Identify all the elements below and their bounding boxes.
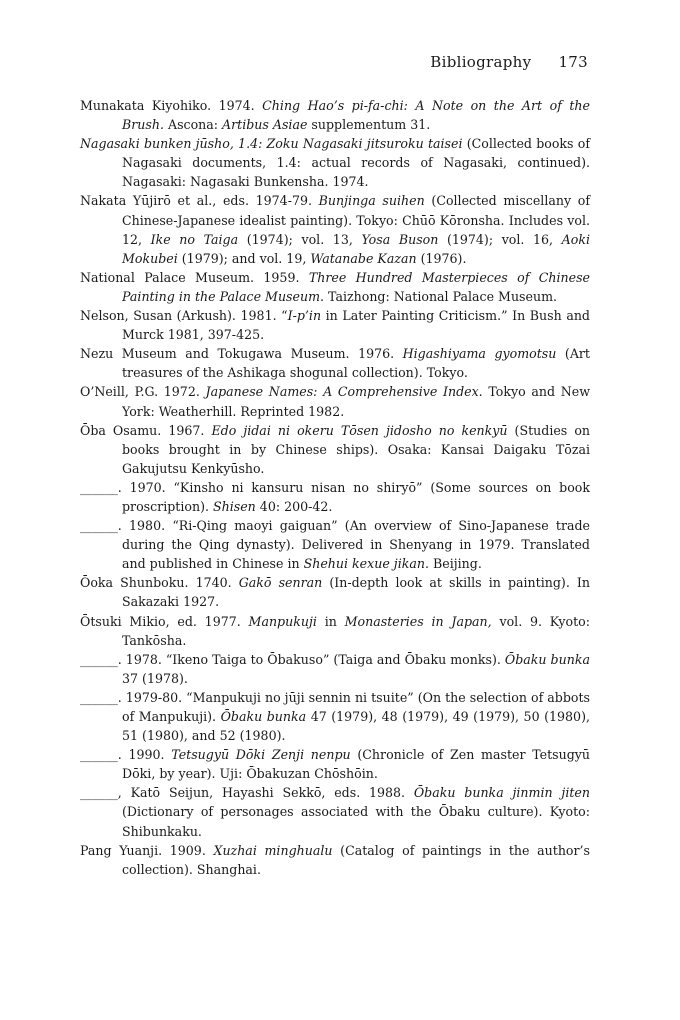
bibliography-entry: Nelson, Susan (Arkush). 1981. “I-p’in in Later Painting Criticism.” In Bush and Murck 1981, 397-425. — [80, 308, 590, 343]
bibliography-entry: Ōba Osamu. 1967. Edo jidai ni okeru Tōsen jidosho no kenkyū (Studies on books brought in by Chinese ships). Osaka: Kansai Daigaku Tōzai Gakujutsu Kenkyūsho. — [80, 422, 591, 476]
bibliography-entry: Ōtsuki Mikio, ed. 1977. Manpukuji in Monasteries in Japan, vol. 9. Kyoto: Tankōsha. — [80, 613, 590, 648]
running-head — [430, 53, 588, 71]
bibliography-entry: Ōoka Shunboku. 1740. Gakō senran (In-depth look at skills in painting). In Sakazaki 1927. — [80, 575, 591, 610]
bibliography-entry: Pang Yuanji. 1909. Xuzhai minghualu (Catalog of paintings in the author’s collection). Shanghai. — [80, 842, 591, 877]
page-number: 173 — [558, 53, 588, 71]
bibliography-entry: ______. 1970. “Kinsho ni kansuru nisan no shiryō” (Some sources on book proscription). Shisen 40: 200-42. — [80, 479, 590, 514]
bibliography-entry: ______. 1978. “Ikeno Taiga to Ōbakuso” (Taiga and Ōbaku monks). Ōbaku bunka 37 (1978). — [80, 651, 590, 686]
bibliography-entry: ______. 1990. Tetsugyū Dōki Zenji nenpu (Chronicle of Zen master Tetsugyū Dōki, by year). Uji: Ōbakuzan Chōshōin. — [80, 747, 590, 782]
bibliography-entry: ______. 1979-80. “Manpukuji no jūji sennin ni tsuite” (On the selection of abbots of Manpukuji). Ōbaku bunka 47 (1979), 48 (1979), 49 (1979), 50 (1980), 51 (1980), and 52 (1980). — [80, 689, 590, 744]
bibliography-entry: ______, Katō Seijun, Hayashi Sekkō, eds. 1988. Ōbaku bunka jinmin jiten (Dictionary of personages associated with the Ōbaku culture). Kyoto: Shibunkaku. — [80, 785, 590, 839]
running-head-title: Bibliography — [430, 53, 532, 71]
bibliography-entry: Nakata Yūjirō et al., eds. 1974-79. Bunjinga suihen (Collected miscellany of Chinese-Japanese idealist painting). Tokyo: Chūō Kōronsha. Includes vol. 12, Ike no Taiga (1974); vol. 13, Yosa Buson (1974); vol. 16, Aoki Mokubei (1979); and vol. 19, Watanabe Kazan (1976). — [80, 193, 591, 266]
bibliography-entry: Nezu Museum and Tokugawa Museum. 1976. Higashiyama gyomotsu (Art treasures of the Ashikaga shogunal collection). Tokyo. — [80, 346, 590, 381]
bibliography-entry: Nagasaki bunken jūsho, 1.4: Zoku Nagasaki jitsuroku taisei (Collected books of Nagasaki documents, 1.4: actual records of Nagasaki, continued). Nagasaki: Nagasaki Bunkensha. 1974. — [80, 136, 590, 190]
bibliography-entries — [80, 96, 590, 879]
bibliography-entry: National Palace Museum. 1959. Three Hundred Masterpieces of Chinese Painting in the Palace Museum. Taizhong: National Palace Museum. — [80, 269, 590, 304]
bibliography-entry: O’Neill, P.G. 1972. Japanese Names: A Comprehensive Index. Tokyo and New York: Weatherhill. Reprinted 1982. — [80, 384, 590, 419]
bibliography-entry: Munakata Kiyohiko. 1974. Ching Hao’s pi-fa-chi: A Note on the Art of the Brush. Ascona: Artibus Asiae supplementum 31. — [80, 98, 590, 133]
bibliography-entry: ______. 1980. “Ri-Qing maoyi gaiguan” (An overview of Sino-Japanese trade during the Qing dynasty). Delivered in Shenyang in 1979. Translated and published in Chinese in Shehui kexue jikan. Beijing. — [80, 518, 590, 572]
